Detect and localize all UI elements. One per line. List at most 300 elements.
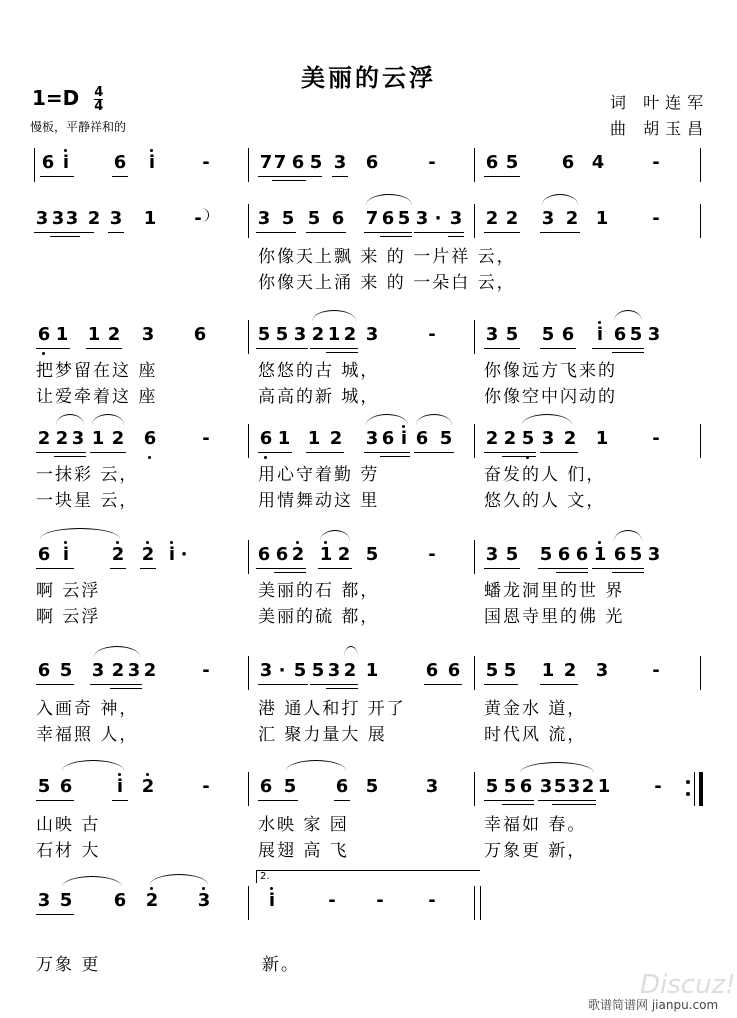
note: 6 bbox=[259, 776, 273, 797]
note: 6 bbox=[381, 208, 395, 229]
bar-line bbox=[248, 148, 249, 182]
time-denominator: 4 bbox=[94, 99, 104, 114]
note: 6 bbox=[37, 324, 51, 345]
time-signature bbox=[94, 86, 103, 113]
key-label: 1=D bbox=[32, 86, 80, 110]
octave-dot bbox=[146, 541, 149, 544]
beam bbox=[540, 348, 576, 349]
beam bbox=[258, 800, 298, 801]
note: 6 bbox=[335, 776, 349, 797]
note: 2 bbox=[343, 660, 357, 681]
note: 2 bbox=[87, 208, 101, 229]
note: 1 bbox=[87, 324, 101, 345]
note: 6 bbox=[41, 152, 55, 173]
note: 1 bbox=[541, 660, 555, 681]
octave-dot bbox=[64, 541, 67, 544]
note: 5 bbox=[439, 428, 453, 449]
note: 5 bbox=[503, 660, 517, 681]
slur bbox=[150, 874, 208, 885]
note: 5 bbox=[539, 544, 553, 565]
note: 2 bbox=[55, 428, 69, 449]
note: 5 bbox=[365, 776, 379, 797]
note: - bbox=[202, 776, 210, 797]
note: 2 bbox=[145, 890, 159, 911]
note: 5 bbox=[629, 544, 643, 565]
note: - bbox=[654, 776, 662, 797]
note: 5 bbox=[505, 324, 519, 345]
note: 6 bbox=[37, 660, 51, 681]
time-numerator: 4 bbox=[94, 85, 104, 100]
bar-line bbox=[248, 424, 249, 458]
lyric-segment: 展翅 高 飞 bbox=[258, 841, 349, 861]
beam bbox=[334, 800, 350, 801]
note: 5 bbox=[521, 428, 535, 449]
note: 1 bbox=[327, 324, 341, 345]
beam bbox=[110, 684, 142, 689]
note: - bbox=[202, 660, 210, 681]
note: 3 bbox=[485, 324, 499, 345]
beam bbox=[380, 232, 412, 237]
note: 3 bbox=[333, 152, 347, 173]
beam bbox=[484, 348, 520, 349]
note: 5 bbox=[37, 776, 51, 797]
bar-line bbox=[474, 886, 475, 920]
octave-dot bbox=[116, 541, 119, 544]
beam bbox=[36, 800, 74, 801]
song-title: 美丽的云浮 bbox=[301, 64, 436, 92]
note: - bbox=[428, 324, 436, 345]
bar-line bbox=[474, 204, 475, 238]
note: - bbox=[328, 890, 336, 911]
beam bbox=[414, 452, 454, 453]
beam bbox=[484, 232, 520, 233]
note: i bbox=[596, 324, 604, 345]
lyric-segment: 时代风 流， bbox=[484, 725, 587, 745]
note: 3 bbox=[37, 890, 51, 911]
beam bbox=[50, 232, 80, 237]
octave-dot bbox=[598, 321, 601, 324]
composer-credit: 曲 胡玉昌 bbox=[610, 119, 710, 138]
beam bbox=[274, 568, 306, 573]
slur bbox=[344, 646, 358, 657]
footer-credit bbox=[588, 996, 718, 1013]
note: i bbox=[400, 428, 408, 449]
bar-line bbox=[694, 772, 695, 806]
note: i bbox=[116, 776, 124, 797]
octave-dot bbox=[270, 887, 273, 890]
note: 6 bbox=[447, 660, 461, 681]
note: 5 bbox=[59, 660, 73, 681]
beam bbox=[108, 232, 124, 233]
note: 1 bbox=[143, 208, 157, 229]
octave-dot bbox=[598, 541, 601, 544]
note: 6 bbox=[331, 208, 345, 229]
bar-line bbox=[248, 886, 249, 920]
note: 2 bbox=[485, 428, 499, 449]
lyric-segment: 一抹彩 云， bbox=[36, 465, 139, 485]
note: 2 bbox=[141, 776, 155, 797]
note: 6 bbox=[575, 544, 589, 565]
note: 3 bbox=[127, 660, 141, 681]
note: 3 bbox=[539, 776, 553, 797]
note: i bbox=[62, 152, 70, 173]
note: 5 bbox=[397, 208, 411, 229]
note: 3 bbox=[449, 208, 463, 229]
lyric-segment: 用情舞动这 里 bbox=[258, 491, 380, 511]
note: 5 bbox=[311, 660, 325, 681]
note: - bbox=[652, 428, 660, 449]
note: 3 bbox=[259, 660, 273, 681]
beam bbox=[258, 452, 292, 453]
note: 2 bbox=[343, 324, 357, 345]
note: i bbox=[268, 890, 276, 911]
note: - bbox=[202, 428, 210, 449]
note: 5 bbox=[365, 544, 379, 565]
beam bbox=[258, 684, 308, 685]
beam bbox=[256, 348, 308, 349]
beam bbox=[86, 348, 122, 349]
octave-dot bbox=[202, 887, 205, 890]
note: 6 bbox=[113, 152, 127, 173]
bar-line bbox=[474, 320, 475, 354]
note: 2 bbox=[565, 208, 579, 229]
tempo-marking: 慢板，平静祥和的 bbox=[30, 120, 127, 134]
slur bbox=[366, 414, 408, 425]
note: 5 bbox=[275, 324, 289, 345]
slur bbox=[92, 414, 124, 425]
note: 5 bbox=[505, 544, 519, 565]
bar-line bbox=[248, 656, 249, 690]
note: 3 bbox=[51, 208, 65, 229]
note: 6 bbox=[143, 428, 157, 449]
note: - bbox=[652, 208, 660, 229]
note: - bbox=[202, 152, 210, 173]
beam bbox=[54, 452, 86, 457]
lyric-segment: 国恩寺里的佛 光 bbox=[484, 607, 625, 627]
beam bbox=[90, 452, 126, 453]
note: 3 bbox=[485, 544, 499, 565]
note: - bbox=[428, 152, 436, 173]
watermark: Discuz! bbox=[640, 970, 736, 1000]
beam bbox=[448, 232, 464, 237]
bar-line bbox=[474, 148, 475, 182]
lyric-segment: 汇 聚力量大 展 bbox=[258, 725, 387, 745]
note: 5 bbox=[283, 776, 297, 797]
note: 6 bbox=[193, 324, 207, 345]
note: 1 bbox=[365, 660, 379, 681]
beam bbox=[540, 452, 578, 453]
beam bbox=[540, 684, 578, 685]
bar-line bbox=[34, 148, 35, 182]
note: 1 bbox=[91, 428, 105, 449]
lyric-segment: 你像远方飞来的 bbox=[484, 361, 617, 381]
bar-line bbox=[248, 320, 249, 354]
beam bbox=[256, 232, 296, 233]
note: 6 bbox=[613, 324, 627, 345]
footer-site: 歌谱简谱网 bbox=[588, 998, 649, 1012]
beam bbox=[306, 452, 344, 453]
note: 3 bbox=[35, 208, 49, 229]
note: 3 bbox=[647, 544, 661, 565]
note: 3 bbox=[415, 208, 429, 229]
note: - bbox=[652, 660, 660, 681]
note: 7 bbox=[365, 208, 379, 229]
note: 7 bbox=[273, 152, 287, 173]
slur bbox=[56, 414, 84, 425]
lyric-segment: 石材 大 bbox=[36, 841, 101, 861]
beam bbox=[36, 684, 74, 685]
note: 2 bbox=[505, 208, 519, 229]
note: i bbox=[168, 544, 176, 565]
note: 6 bbox=[365, 152, 379, 173]
beam bbox=[36, 568, 74, 569]
note: 3 bbox=[293, 324, 307, 345]
note: 5 bbox=[629, 324, 643, 345]
note: 1 bbox=[593, 544, 607, 565]
beam bbox=[318, 568, 352, 569]
slur bbox=[62, 876, 122, 887]
note: 6 bbox=[519, 776, 533, 797]
beam bbox=[326, 684, 358, 689]
note: 2 bbox=[141, 544, 155, 565]
note: 6 bbox=[613, 544, 627, 565]
beam bbox=[110, 568, 126, 569]
lyric-line-verse1: 你像天上飘 来 的 一片祥 云， bbox=[258, 247, 516, 267]
bar-line bbox=[248, 540, 249, 574]
bar-line bbox=[248, 772, 249, 806]
note: 2 bbox=[337, 544, 351, 565]
octave-dot bbox=[170, 541, 173, 544]
lyric-segment: 万象更 新， bbox=[484, 841, 587, 861]
octave-dot bbox=[402, 425, 405, 428]
beam bbox=[36, 914, 74, 915]
slur bbox=[614, 310, 642, 321]
beam bbox=[612, 568, 644, 573]
repeat-end-bar bbox=[699, 772, 703, 806]
note: 5 bbox=[281, 208, 295, 229]
octave-dot bbox=[64, 149, 67, 152]
beam bbox=[502, 452, 536, 457]
note: 2 bbox=[143, 660, 157, 681]
note: 2 bbox=[111, 660, 125, 681]
lyric-segment: 高高的新 城， bbox=[258, 387, 380, 407]
beam bbox=[306, 232, 346, 233]
beam bbox=[552, 800, 596, 805]
note: 6 bbox=[59, 776, 73, 797]
lyric-segment: 奋发的人 们， bbox=[484, 465, 606, 485]
slur bbox=[522, 414, 572, 425]
beam bbox=[40, 176, 74, 177]
lyric-segment: 悠悠的古 城， bbox=[258, 361, 380, 381]
note: 6 bbox=[291, 152, 305, 173]
lyric-segment: 水映 家 园 bbox=[258, 815, 349, 835]
octave-dot bbox=[150, 887, 153, 890]
note: - bbox=[428, 544, 436, 565]
bar-line bbox=[700, 148, 701, 182]
beam bbox=[502, 800, 534, 805]
note: 7 bbox=[259, 152, 273, 173]
volta-label: 2. bbox=[260, 871, 270, 882]
slur bbox=[320, 530, 350, 541]
note: 2 bbox=[311, 324, 325, 345]
lyric-segment: 悠久的人 文， bbox=[484, 491, 606, 511]
beam bbox=[112, 800, 128, 801]
beam bbox=[380, 452, 410, 457]
note: 3 bbox=[595, 660, 609, 681]
note: 1 bbox=[595, 428, 609, 449]
note: 6 bbox=[415, 428, 429, 449]
low-octave-dot bbox=[42, 352, 45, 355]
slur bbox=[542, 194, 578, 205]
note: 2 bbox=[503, 428, 517, 449]
slur bbox=[286, 760, 346, 771]
note: 3 bbox=[327, 660, 341, 681]
note: i bbox=[148, 152, 156, 173]
repeat-sign bbox=[686, 792, 690, 796]
note: 6 bbox=[257, 544, 271, 565]
score-row-7 bbox=[0, 776, 737, 816]
bar-line bbox=[474, 772, 475, 806]
note: 6 bbox=[425, 660, 439, 681]
lyric-segment: 美丽的硫 都， bbox=[258, 607, 380, 627]
lyric-segment: 幸福照 人， bbox=[36, 725, 139, 745]
note: 3 bbox=[65, 208, 79, 229]
note: - bbox=[428, 890, 436, 911]
note: 6 bbox=[113, 890, 127, 911]
bar-line bbox=[248, 204, 249, 238]
beam bbox=[424, 684, 462, 685]
lyric-segment: 让爱牵着这 座 bbox=[36, 387, 158, 407]
low-octave-dot bbox=[148, 456, 151, 459]
key-signature bbox=[32, 86, 103, 113]
note: 5 bbox=[257, 324, 271, 345]
note: 6 bbox=[37, 544, 51, 565]
note: 6 bbox=[259, 428, 273, 449]
volta-bracket bbox=[256, 870, 480, 883]
beam bbox=[332, 176, 348, 177]
note: 3 bbox=[365, 428, 379, 449]
octave-dot bbox=[150, 149, 153, 152]
lyric-segment: 把梦留在这 座 bbox=[36, 361, 158, 381]
note: 1 bbox=[597, 776, 611, 797]
beam bbox=[272, 176, 306, 181]
slur bbox=[366, 194, 412, 205]
bar-line bbox=[700, 656, 701, 690]
beam bbox=[36, 348, 70, 349]
lyric-segment: 你像空中闪动的 bbox=[484, 387, 617, 407]
lyric-segment: 用心守着勤 劳 bbox=[258, 465, 380, 485]
slur bbox=[62, 760, 124, 771]
lyric-segment: 万象 更 bbox=[36, 955, 101, 975]
note: 2 bbox=[111, 544, 125, 565]
octave-dot bbox=[296, 541, 299, 544]
slur bbox=[312, 310, 356, 321]
bar-line bbox=[474, 540, 475, 574]
slur bbox=[614, 530, 642, 541]
octave-dot bbox=[146, 773, 149, 776]
note: 5 bbox=[505, 152, 519, 173]
note: 2 bbox=[37, 428, 51, 449]
slur bbox=[520, 762, 594, 773]
bar-line bbox=[474, 656, 475, 690]
note: 3 bbox=[109, 208, 123, 229]
note: 1 bbox=[55, 324, 69, 345]
note: · bbox=[278, 660, 286, 681]
note: 2 bbox=[107, 324, 121, 345]
note: 1 bbox=[595, 208, 609, 229]
bar-line bbox=[474, 424, 475, 458]
note: 3 bbox=[197, 890, 211, 911]
lyric-segment: 黄金水 道， bbox=[484, 699, 587, 719]
note: 3 bbox=[425, 776, 439, 797]
note: 6 bbox=[381, 428, 395, 449]
note: 2 bbox=[291, 544, 305, 565]
bar-line bbox=[700, 424, 701, 458]
lyric-segment: 啊 云浮 bbox=[36, 581, 101, 601]
note: 6 bbox=[275, 544, 289, 565]
note: 3 bbox=[71, 428, 85, 449]
low-octave-dot bbox=[264, 456, 267, 459]
note: 2 bbox=[563, 660, 577, 681]
note: 3 bbox=[257, 208, 271, 229]
beam bbox=[112, 176, 128, 177]
note: 6 bbox=[561, 152, 575, 173]
lyric-segment: 一块星 云， bbox=[36, 491, 139, 511]
score-row-1 bbox=[0, 152, 737, 192]
note: 6 bbox=[485, 152, 499, 173]
beam bbox=[556, 568, 588, 573]
note: 3 bbox=[141, 324, 155, 345]
note: 6 bbox=[557, 544, 571, 565]
octave-dot bbox=[118, 773, 121, 776]
lyric-segment: 啊 云浮 bbox=[36, 607, 101, 627]
note: 2 bbox=[329, 428, 343, 449]
lyric-segment: 幸福如 春。 bbox=[484, 815, 587, 835]
lyricist-credit: 词 叶连军 bbox=[610, 93, 710, 112]
beam bbox=[612, 348, 644, 353]
beam bbox=[484, 568, 520, 569]
note: 6 bbox=[561, 324, 575, 345]
note: 2 bbox=[581, 776, 595, 797]
lyric-segment: 入画奇 神， bbox=[36, 699, 139, 719]
note: · bbox=[434, 208, 442, 229]
footer-url: jianpu.com bbox=[651, 998, 719, 1012]
lyric-line-verse2: 你像天上涌 来 的 一朵白 云， bbox=[258, 273, 516, 293]
note: 5 bbox=[309, 152, 323, 173]
note: 4 bbox=[591, 152, 605, 173]
note: 3 bbox=[365, 324, 379, 345]
note: - bbox=[376, 890, 384, 911]
beam bbox=[140, 568, 156, 569]
lyric-segment: 港 通人和打 开了 bbox=[258, 699, 406, 719]
slur bbox=[40, 528, 120, 539]
slur bbox=[94, 646, 140, 657]
note: 2 bbox=[563, 428, 577, 449]
note: 2 bbox=[485, 208, 499, 229]
beam bbox=[484, 684, 518, 685]
note: · bbox=[180, 544, 188, 565]
lyric-segment: 美丽的石 都， bbox=[258, 581, 380, 601]
note: 3 bbox=[91, 660, 105, 681]
note: 5 bbox=[307, 208, 321, 229]
note: 5 bbox=[503, 776, 517, 797]
lyric-segment: 新。 bbox=[262, 955, 300, 975]
beam bbox=[484, 176, 520, 177]
lyric-segment: 蟠龙洞里的世 界 bbox=[484, 581, 625, 601]
note: - bbox=[652, 152, 660, 173]
note: 5 bbox=[59, 890, 73, 911]
note: - bbox=[194, 208, 202, 229]
